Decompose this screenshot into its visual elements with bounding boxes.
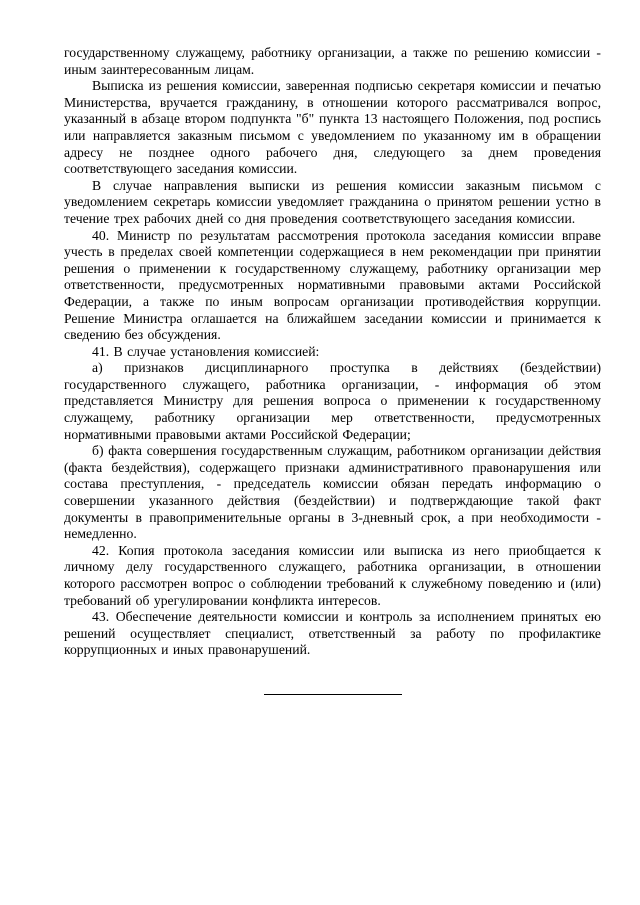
- paragraph-item-43: 43. Обеспечение деятельности комиссии и контроль за исполнением принятых ею решений осуществляет специалист, ответственный за работу по профилактике коррупционных и иных правонарушений.: [64, 609, 601, 658]
- section-divider-container: [64, 685, 601, 703]
- paragraph: государственному служащему, работнику организации, а также по решению комиссии - иным заинтересованным лицам.: [64, 45, 601, 77]
- document-body: [64, 45, 601, 703]
- paragraph-item-42: 42. Копия протокола заседания комиссии или выписка из него приобщается к личному делу государственного служащего, работника организации, в отношении которого рассмотрен вопрос о соблюдении требований к служебному поведению и (или) требований об урегулировании конфликта интересов.: [64, 542, 601, 608]
- paragraph-subitem-b: б) факта совершения государственным служащим, работником организации действия (факта бездействия), содержащего признаки административного правонарушения или состава преступления, - председатель комиссии обязан передать информацию о совершении указанного действия (бездействии) и подтверждающие такой факт документы в правоприменительные органы в 3-дневный срок, а при необходимости - немедленно.: [64, 443, 601, 542]
- paragraph-item-41: 41. В случае установления комиссией:: [92, 343, 320, 359]
- paragraph-subitem-a: а) признаков дисциплинарного проступка в действиях (бездействии) государственного служащего, работника организации, - информация об этом представляется Министру для решения вопроса о применении к государственному служащему, работнику организации мер ответственности, предусмотренных нормативными правовыми актами Российской Федерации;: [64, 360, 601, 442]
- paragraph: Выписка из решения комиссии, заверенная подписью секретаря комиссии и печатью Министерства, вручается гражданину, в отношении которого рассматривался вопрос, указанный в абзаце втором подпункта "б" пункта 13 настоящего Положения, под роспись или направляется заказным письмом с уведомлением по указанному им в обращении адресу не позднее одного рабочего дня, следующего за днем проведения соответствующего заседания комиссии.: [64, 78, 601, 177]
- section-divider-line: [264, 694, 402, 695]
- paragraph-item-40: 40. Министр по результатам рассмотрения протокола заседания комиссии вправе учесть в пределах своей компетенции содержащиеся в нем рекомендации при принятии решения о применении к государственному служащему, работнику организации мер ответственности, предусмотренных нормативными правовыми актами Российской Федерации, а также по иным вопросам организации противодействия коррупции. Решение Министра оглашается на ближайшем заседании комиссии и принимается к сведению без обсуждения.: [64, 227, 601, 343]
- paragraph: В случае направления выписки из решения комиссии заказным письмом с уведомлением секретарь комиссии уведомляет гражданина о принятом решении устно в течение трех рабочих дней со дня проведения соответствующего заседания комиссии.: [64, 177, 601, 226]
